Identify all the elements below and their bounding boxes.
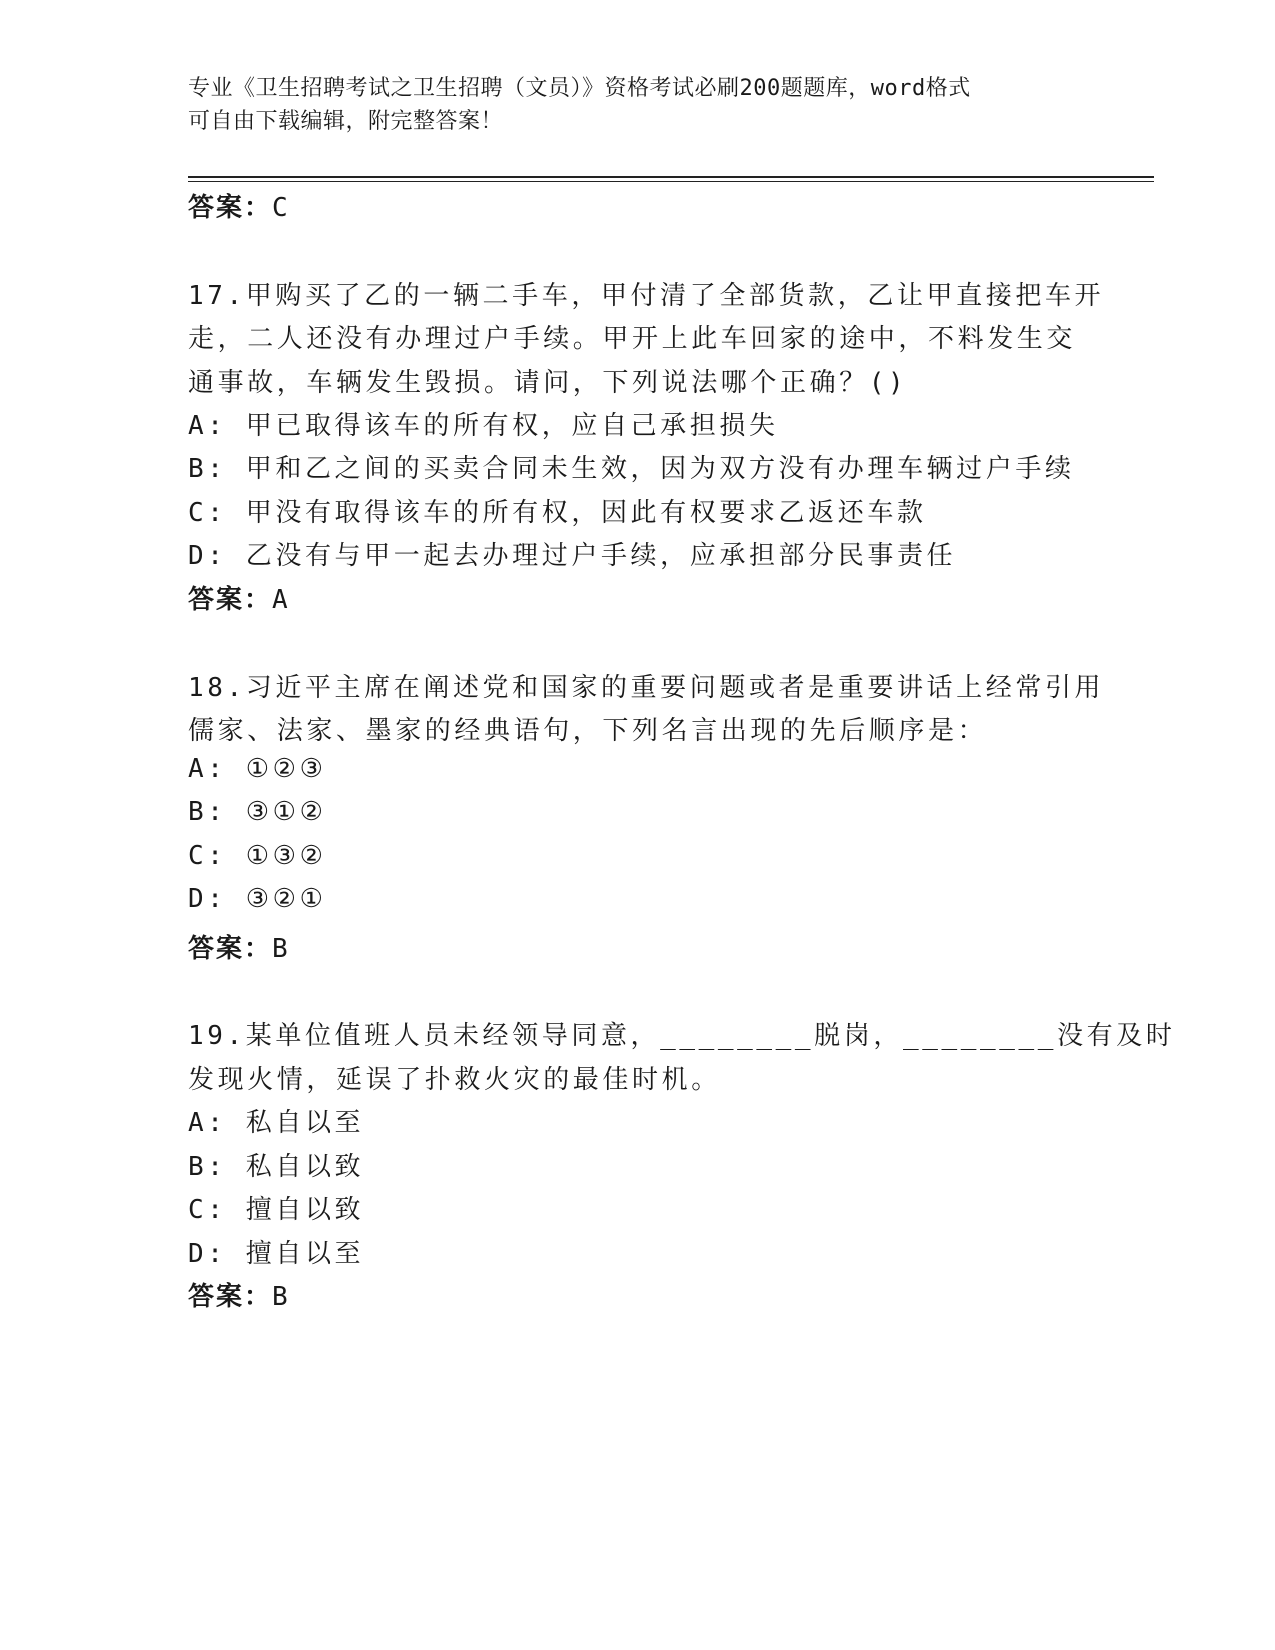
q18-answer xyxy=(188,928,290,965)
q17-stem-line-1: 17.甲购买了乙的一辆二手车，甲付清了全部货款，乙让甲直接把车开 xyxy=(188,281,1105,311)
q18-option-b: B: ③①② xyxy=(188,797,327,827)
q17-option-a: A: 甲已取得该车的所有权，应自己承担损失 xyxy=(188,411,779,441)
q18-option-a: A: ①②③ xyxy=(188,754,327,784)
q19-stem-line-1: 19.某单位值班人员未经领导同意，________脱岗，________没有及时 xyxy=(188,1021,1176,1051)
q19-option-d: D: 擅自以至 xyxy=(188,1239,365,1269)
answer-label: 答案： xyxy=(188,585,273,615)
q18-option-d: D: ③②① xyxy=(188,884,327,914)
q17-answer xyxy=(188,579,290,616)
answer-value: B xyxy=(272,934,290,964)
q18-option-c: C: ①③② xyxy=(188,841,327,871)
q17-option-c: C: 甲没有取得该车的所有权，因此有权要求乙返还车款 xyxy=(188,498,927,528)
q17-option-d: D: 乙没有与甲一起去办理过户手续，应承担部分民事责任 xyxy=(188,541,957,571)
document-header xyxy=(188,72,1068,138)
q17-stem-line-3: 通事故，车辆发生毁损。请问，下列说法哪个正确？() xyxy=(188,368,908,398)
answer-label: 答案： xyxy=(188,1282,273,1312)
header-line-2: 可自由下载编辑，附完整答案！ xyxy=(188,109,504,134)
answer-value: C xyxy=(272,193,290,223)
header-rule-thick xyxy=(188,176,1154,178)
answer-label: 答案： xyxy=(188,934,273,964)
q19-option-c: C: 擅自以致 xyxy=(188,1195,365,1225)
q19-answer xyxy=(188,1276,290,1313)
q17-stem-line-2: 走，二人还没有办理过户手续。甲开上此车回家的途中，不料发生交 xyxy=(188,324,1077,354)
answer-label: 答案： xyxy=(188,193,273,223)
answer-previous xyxy=(188,187,290,224)
q18-stem-line-1: 18.习近平主席在阐述党和国家的重要问题或者是重要讲话上经常引用 xyxy=(188,673,1105,703)
answer-value: A xyxy=(272,585,290,615)
q17-option-b: B: 甲和乙之间的买卖合同未生效，因为双方没有办理车辆过户手续 xyxy=(188,454,1075,484)
q19-option-a: A: 私自以至 xyxy=(188,1108,365,1138)
q19-stem-line-2: 发现火情，延误了扑救火灾的最佳时机。 xyxy=(188,1065,721,1095)
answer-value: B xyxy=(272,1282,290,1312)
header-rule-thin xyxy=(188,181,1154,182)
q18-stem-line-2: 儒家、法家、墨家的经典语句，下列名言出现的先后顺序是： xyxy=(188,716,988,746)
header-line-1: 专业《卫生招聘考试之卫生招聘（文员）》资格考试必刷200题题库，word格式 xyxy=(188,76,971,101)
q19-option-b: B: 私自以致 xyxy=(188,1152,365,1182)
